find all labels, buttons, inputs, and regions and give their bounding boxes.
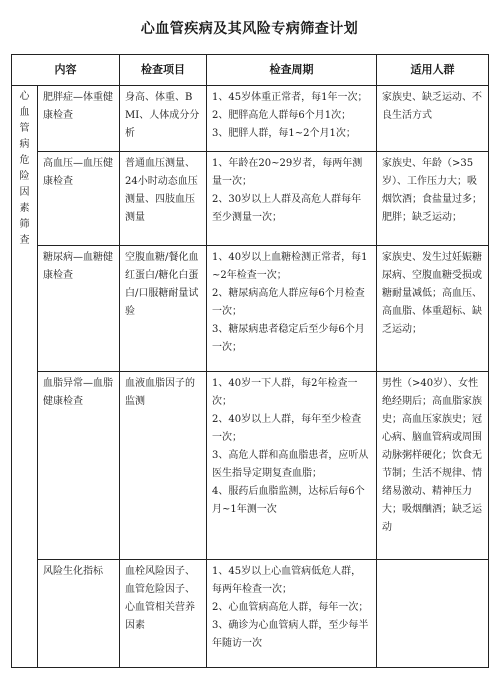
document-title: 心血管疾病及其风险专病筛查计划 xyxy=(140,21,359,37)
row-name: 糖尿病—血糖健康检查 xyxy=(38,246,120,372)
header-content: 内容 xyxy=(12,55,120,86)
table-row xyxy=(12,372,489,560)
cycle-line: 1、40岁以上血糖检测正常者，每1~2年检查一次； xyxy=(212,252,368,281)
row-items: 血栓风险因子、血管危险因子、心血管相关营养因素 xyxy=(120,560,207,668)
row-items: 血液血脂因子的监测 xyxy=(120,372,207,560)
row-population: 男性（>40岁）、女性绝经期后；高血脂家族史；高血压家族史；冠心病、脑血管病或周围动脉粥样硬化；饮食无节制；生活不规律、情绪易激动、精神压力大；吸烟酗酒；缺乏运动 xyxy=(377,372,489,560)
row-cycle xyxy=(207,560,377,668)
row-population: 家族史、发生过妊娠糖尿病、空腹血糖受损或糖耐量减低；高血压、高血脂、体重超标、缺乏运动； xyxy=(377,246,489,372)
row-cycle xyxy=(207,372,377,560)
row-items: 普通血压测量、24小时动态血压测量、四肢血压测量 xyxy=(120,152,207,246)
category-label: 心血管病危险因素筛查 xyxy=(19,91,30,246)
cycle-line: 2、肥胖高危人群每6个月1次； xyxy=(212,110,352,121)
table-row xyxy=(12,86,489,152)
cycle-line: 3、肥胖人群，每1~2个月1次； xyxy=(212,128,356,139)
row-cycle xyxy=(207,86,377,152)
cycle-line: 1、40岁一下人群，每2年检查一次； xyxy=(212,378,358,407)
row-items: 身高、体重、BMI、人体成分分析 xyxy=(120,86,207,152)
cycle-line: 2、30岁以上人群及高危人群每年至少测量一次； xyxy=(212,194,362,223)
table-row xyxy=(12,152,489,246)
cycle-line: 4、服药后血脂监测，达标后每6个月~1年测一次 xyxy=(212,486,365,515)
row-population: 家族史、年龄（>35岁）、工作压力大；吸烟饮酒；食盐量过多；肥胖；缺乏运动； xyxy=(377,152,489,246)
row-population: 家族史、缺乏运动、不良生活方式 xyxy=(377,86,489,152)
cycle-line: 2、心血管病高危人群，每年一次； xyxy=(212,602,369,613)
cycle-line: 3、确诊为心血管病人群，至少每半年随访一次 xyxy=(212,620,369,649)
row-name: 血脂异常—血脂健康检查 xyxy=(38,372,120,560)
row-name: 风险生化指标 xyxy=(38,560,120,668)
table-header-row xyxy=(12,55,489,86)
cycle-line: 1、年龄在20~29岁者，每两年测量一次； xyxy=(212,158,363,187)
row-name: 肥胖症—体重健康检查 xyxy=(38,86,120,152)
header-population: 适用人群 xyxy=(377,55,489,86)
row-population xyxy=(377,560,489,668)
table-row xyxy=(12,246,489,372)
row-cycle xyxy=(207,152,377,246)
row-items: 空腹血糖/餐化血红蛋白/糖化白蛋白/口服糖耐量试验 xyxy=(120,246,207,372)
cycle-line: 1、45岁体重正常者，每1年一次； xyxy=(212,92,368,103)
row-cycle xyxy=(207,246,377,372)
category-cell xyxy=(12,86,38,668)
cycle-line: 3、糖尿病患者稳定后至少每6个月一次； xyxy=(212,324,365,353)
row-name: 高血压—血压健康检查 xyxy=(38,152,120,246)
header-items: 检查项目 xyxy=(120,55,207,86)
header-cycle: 检查周期 xyxy=(207,55,377,86)
cycle-line: 2、糖尿病高危人群应每6个月检查一次； xyxy=(212,288,365,317)
cycle-line: 3、高危人群和高血脂患者，应听从医生指导定期复查血脂； xyxy=(212,450,369,479)
cycle-line: 2、40岁以上人群，每年至少检查一次； xyxy=(212,414,362,443)
table-row xyxy=(12,560,489,668)
screening-plan-table xyxy=(11,54,489,668)
cycle-line: 1、45岁以上心血管病低危人群，每两年检查一次； xyxy=(212,566,362,595)
